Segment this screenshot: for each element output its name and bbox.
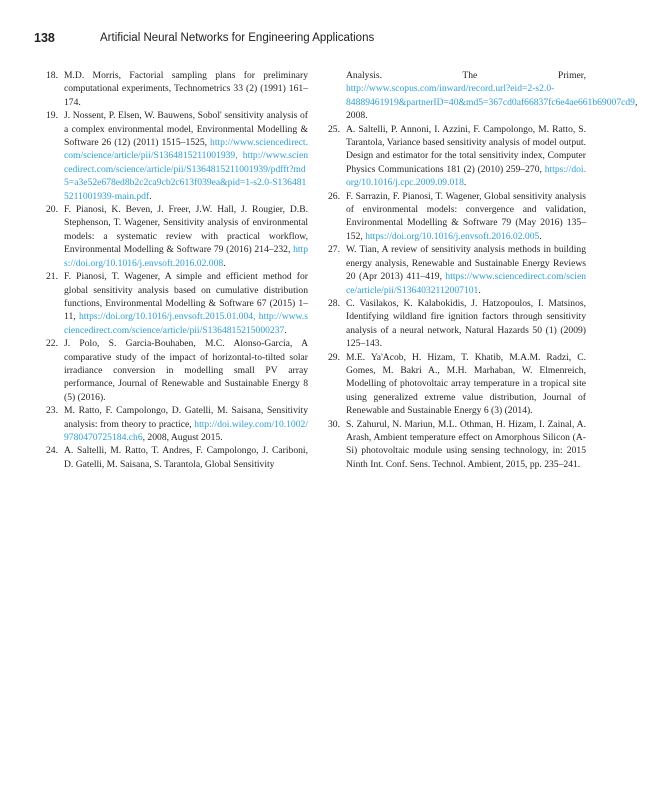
reference-body [346, 123, 586, 190]
reference-body [346, 297, 586, 351]
reference-text: A. Saltelli, P. Annoni, I. Azzini, F. Campolongo, M. Ratto, S. Tarantola, Variance based sensitivity analysis of model output. Design and estimator for the total sensitivity index, Computer Physics Communications 181 (2) (2010) 259–270, [346, 123, 586, 175]
reference-text: F. Pianosi, T. Wagener, A simple and efficient method for global sensitivity analysis based on cumulative distribution functions, Environmental Modelling & Software 67 (2015) 1–11, [64, 271, 308, 323]
reference-item [42, 404, 308, 444]
reference-item [324, 297, 586, 351]
reference-number: 26. [328, 190, 340, 202]
reference-tail: . [463, 177, 467, 189]
reference-text: M.D. Morris, Factorial sampling plans for preliminary computational experiments, Technometrics 33 (2) (1991) 161–174. [64, 70, 308, 108]
reference-text: Analysis. The Primer, [346, 70, 586, 81]
reference-item [42, 69, 308, 109]
reference-body [64, 69, 308, 109]
reference-number: 25. [328, 123, 340, 135]
reference-link[interactable]: https://doi.org/10.1016/j.envsoft.2016.02.008 [64, 244, 308, 269]
reference-number: 21. [46, 271, 58, 283]
reference-number: 30. [328, 418, 340, 430]
reference-item [324, 418, 586, 472]
reference-body [346, 243, 586, 297]
reference-item [42, 337, 308, 404]
reference-number: 24. [46, 445, 58, 457]
reference-link[interactable]: https://doi.org/10.1016/j.envsoft.2016.02.005 [365, 230, 540, 242]
reference-tail: , 2008, August 2015. [142, 431, 223, 443]
reference-number: 23. [46, 405, 58, 417]
reference-body [64, 337, 308, 404]
reference-item [42, 109, 308, 203]
reference-tail: . [149, 190, 152, 202]
reference-item [324, 190, 586, 244]
reference-item [324, 123, 586, 190]
reference-item [42, 444, 308, 471]
reference-body [346, 418, 586, 472]
page-header [34, 31, 624, 51]
reference-number: 19. [46, 110, 58, 122]
reference-number: 22. [46, 338, 58, 350]
reference-tail: . [478, 284, 481, 296]
reference-tail: . [223, 257, 226, 269]
reference-body [346, 351, 586, 418]
reference-link[interactable]: http://www.sciencedirect.com/science/article/pii/S1364815211001939, [64, 137, 308, 162]
reference-body [64, 109, 308, 203]
reference-body [64, 270, 308, 337]
right-column [324, 69, 638, 471]
reference-link[interactable]: https://doi.org/10.1016/j.cpc.2009.09.018 [346, 163, 586, 189]
reference-text: M. Ratto, F. Campolongo, D. Gatelli, M. Saisana, Sensitivity analysis: from theory to practice, [64, 405, 308, 430]
reference-item [42, 270, 308, 337]
reference-text: S. Zahurul, N. Mariun, M.L. Othman, H. Hizam, I. Zainal, A. Arash, Ambient temperature effect on Amorphous Silicon (A-Si) photovoltaic module using sensing technology, in: 2015 Ninth Int. Conf. Sens. Technol. Ambient, 2015, pp. 235–241. [346, 418, 586, 470]
reference-continuation [324, 69, 638, 123]
reference-text: J. Nossent, P. Elsen, W. Bauwens, Sobol' sensitivity analysis of a complex environmental model, Environmental Modelling & Software 26 (12) (2011) 1515–1525, [64, 110, 308, 149]
reference-number: 27. [328, 244, 340, 256]
reference-text: M.E. Ya'Acob, H. Hizam, T. Khatib, M.A.M. Radzi, C. Gomes, M. Bakri A., M.H. Marhaban, W. Elmenreich, Modelling of photovoltaic array temperature in a tropical site using generalized extreme value distribution, Journal of Renewable and Sustainable Energy 6 (3) (2014). [346, 351, 586, 417]
reference-tail: . [539, 230, 542, 242]
reference-link[interactable]: http://www.sciencedirect.com/science/article/pii/S1364815211001939/pdfft?md5=a3e52e678ed8b2c2ca9cb2c613f039ea&pid=1-s2.0-S1364815211001939-main.pdf [64, 150, 308, 202]
reference-number: 20. [46, 204, 58, 216]
reference-text: W. Tian, A review of sensitivity analysis methods in building energy analysis, Renewable and Sustainable Energy Reviews 20 (Apr 2013) 411–419, [346, 244, 586, 283]
reference-body [346, 190, 586, 244]
reference-item [324, 243, 586, 297]
reference-number: 28. [328, 297, 340, 309]
reference-text: J. Polo, S. Garcia-Bouhaben, M.C. Alonso-García, A comparative study of the impact of horizontal-to-tilted solar irradiance conversion in modelling small PV array performance, Journal of Renewable and Sustainable Energy 8 (5) (2016). [64, 338, 308, 403]
reference-number: 18. [46, 70, 58, 81]
reference-tail: , 2008. [346, 96, 638, 122]
reference-link[interactable]: http://www.sciencedirect.com/science/article/pii/S1364815215000237 [64, 311, 308, 336]
reference-tail: . [284, 324, 287, 336]
reference-text: C. Vasilakos, K. Kalabokidis, J. Hatzopoulos, I. Matsinos, Identifying wildland fire ignition factors through sensitivity analysis of a neural network, Natural Hazards 50 (1) (2009) 125–143. [346, 297, 586, 350]
page-number: 138 [34, 31, 55, 45]
reference-number: 29. [328, 351, 340, 363]
left-column [42, 69, 308, 471]
reference-body [64, 404, 308, 444]
running-title: Artificial Neural Networks for Engineering Applications [100, 32, 375, 44]
reference-link[interactable]: https://doi.org/10.1016/j.envsoft.2015.01.004, [78, 311, 256, 323]
reference-text: F. Pianosi, K. Beven, J. Freer, J.W. Hall, J. Rougier, D.B. Stephenson, T. Wagener, Sensitivity analysis of environmental models: a systematic review with practical workflow, Environmental Modelling & Software 79 (2016) 214–232, [64, 204, 308, 256]
reference-text: F. Sarrazin, F. Pianosi, T. Wagener, Global sensitivity analysis of environmental models: convergence and validation, Environmental Modelling & Software 79 (May 2016) 135–152, [346, 190, 586, 242]
reference-body [64, 444, 308, 471]
reference-link[interactable]: http://doi.wiley.com/10.1002/9780470725184.ch6 [64, 418, 308, 443]
reference-link[interactable]: https://www.sciencedirect.com/science/article/pii/S1364032112007101 [346, 271, 586, 296]
reference-item [42, 203, 308, 270]
reference-text: A. Saltelli, M. Ratto, T. Andres, F. Campolongo, J. Cariboni, D. Gatelli, M. Saisana, S. Tarantola, Global Sensitivity [64, 445, 308, 470]
reference-body [64, 203, 308, 270]
reference-item [324, 351, 586, 418]
reference-link[interactable]: http://www.scopus.com/inward/record.url?eid=2-s2.0-84889461919&partnerID=40&md5=367cd0af66837fc6e4ae661b69007cd9 [346, 83, 635, 108]
